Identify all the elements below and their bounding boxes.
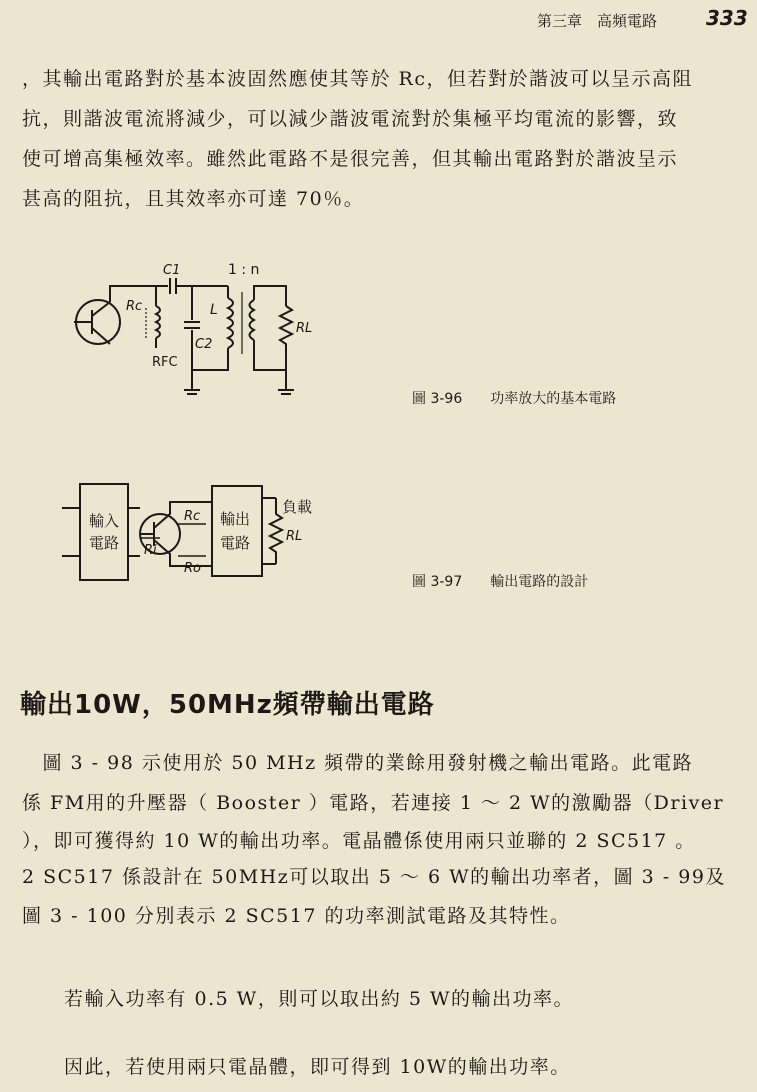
section-paragraph-2: 若輸入功率有 0.5 W，則可以取出約 5 W的輸出功率。 bbox=[64, 988, 575, 1010]
section-line: ），即可獲得約 10 W的輸出功率。電晶體係使用兩只並聯的 2 SC517 。 bbox=[22, 830, 696, 852]
section-line: 圖 3 - 100 分別表示 2 SC517 的功率測試電路及其特性。 bbox=[22, 905, 571, 927]
intro-line: 甚高的阻抗，且其效率亦可達 70％。 bbox=[22, 188, 365, 210]
section-paragraph-3: 因此，若使用兩只電晶體，即可得到 10W的輸出功率。 bbox=[64, 1056, 571, 1078]
section-line: 2 SC517 係設計在 50MHz可以取出 5 ～ 6 W的輸出功率者，圖 3 - 99及 bbox=[22, 866, 726, 888]
figure-3-96-circuit bbox=[60, 250, 350, 410]
resistor-rl bbox=[280, 306, 292, 348]
label-rl: RL bbox=[296, 321, 313, 336]
label-l: L bbox=[210, 302, 218, 318]
intro-line: 抗，則諧波電流將減少，可以減少諧波電流對於集極平均電流的影響，致 bbox=[22, 108, 679, 130]
label-load: 負載 bbox=[282, 498, 313, 516]
label-c2: C2 bbox=[195, 337, 213, 352]
label-rc: Rc bbox=[184, 509, 201, 524]
figure-3-96-caption: 圖 3-96 功率放大的基本電路 bbox=[412, 391, 617, 407]
intro-line: ，其輸出電路對於基本波固然應使其等於 Rc，但若對於諧波可以呈示高阻 bbox=[22, 68, 693, 90]
figure-3-97-diagram bbox=[60, 478, 350, 588]
label-c1: C1 bbox=[163, 263, 181, 278]
label-ri: Ri bbox=[144, 543, 157, 558]
rfc-coil bbox=[156, 306, 160, 338]
label-input-1: 輸入 bbox=[89, 512, 120, 530]
label-ro: Ro bbox=[184, 561, 201, 576]
load-resistor bbox=[270, 498, 282, 564]
section-line: 係 FM用的升壓器（ Booster ）電路，若連接 1 ～ 2 W的激勵器（Driver bbox=[22, 792, 725, 814]
input-circuit-box bbox=[80, 484, 128, 580]
label-input-2: 電路 bbox=[89, 534, 120, 552]
section-line: 圖 3 - 98 示使用於 50 MHz 頻帶的業餘用發射機之輸出電路。此電路 bbox=[22, 752, 694, 774]
intro-line: 使可增高集極效率。雖然此電路不是很完善，但其輸出電路對於諧波呈示 bbox=[22, 148, 679, 170]
secondary-coil bbox=[250, 300, 255, 340]
chapter-header: 第三章 高頻電路 bbox=[537, 12, 658, 30]
inductor-l bbox=[228, 298, 233, 348]
label-ratio: 1 : n bbox=[228, 262, 260, 278]
label-rl: RL bbox=[286, 529, 303, 544]
output-circuit-box bbox=[212, 486, 262, 576]
section-heading: 輸出10W，50MHz頻帶輸出電路 bbox=[20, 690, 435, 720]
label-output-2: 電路 bbox=[220, 534, 251, 552]
page-number: 333 bbox=[706, 6, 748, 30]
figure-3-97-caption: 圖 3-97 輸出電路的設計 bbox=[412, 574, 589, 590]
label-rfc: RFC bbox=[152, 355, 178, 370]
label-output-1: 輸出 bbox=[220, 510, 251, 528]
label-rc: Rc bbox=[126, 299, 143, 314]
